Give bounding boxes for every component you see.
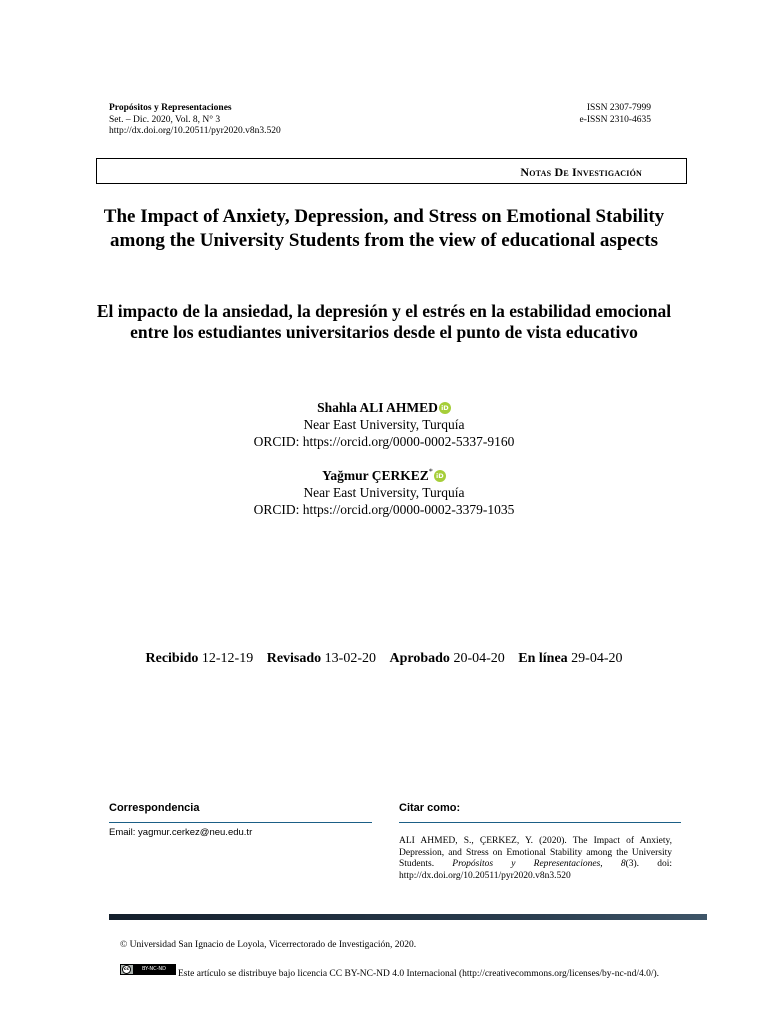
cc-badge-label: BY-NC-ND xyxy=(133,965,175,974)
cc-license-icon[interactable]: cc BY-NC-ND xyxy=(120,964,176,975)
correspondence-heading: Correspondencia xyxy=(109,802,200,814)
author-affiliation: Near East University, Turquía xyxy=(303,417,465,432)
revised-date: 13-02-20 xyxy=(324,651,376,666)
author-block xyxy=(180,399,588,450)
citation-journal: Propósitos y Representaciones, 8 xyxy=(452,859,626,870)
section-box xyxy=(96,158,687,184)
approved-label: Aprobado xyxy=(389,651,450,666)
orcid-icon[interactable]: iD xyxy=(439,402,451,414)
author-name: Yağmur ÇERKEZ xyxy=(322,468,429,483)
copyright-notice: © Universidad San Ignacio de Loyola, Vicerrectorado de Investigación, 2020. xyxy=(120,940,417,950)
received-date: 12-12-19 xyxy=(201,651,254,666)
license-text: Este artículo se distribuye bajo licencia CC BY-NC-ND 4.0 Internacional (http://creativecommons.org/licenses/by-nc-nd/4.0/). xyxy=(178,969,660,979)
section-label: Notas De Investigación xyxy=(520,165,642,179)
author-affiliation: Near East University, Turquía xyxy=(303,485,465,500)
author-orcid[interactable]: ORCID: https://orcid.org/0000-0002-5337-9160 xyxy=(253,434,515,449)
footer-bar xyxy=(109,914,707,920)
online-label: En línea xyxy=(518,651,568,666)
journal-name: Propósitos y Representaciones xyxy=(109,103,232,113)
citation-doi: (3). doi: http://dx.doi.org/10.20511/pyr2020.v8n3.520 xyxy=(399,859,672,881)
author-orcid[interactable]: ORCID: https://orcid.org/0000-0002-3379-1035 xyxy=(253,502,515,517)
title-english: The Impact of Anxiety, Depression, and Stress on Emotional Stability among the University Students from the view of educational aspects xyxy=(103,206,665,251)
title-spanish: El impacto de la ansiedad, la depresión y el estrés en la estabilidad emocional entre los estudiantes universitarios desde el punto de vista educativo xyxy=(96,301,672,342)
divider xyxy=(399,822,681,823)
orcid-icon[interactable]: iD xyxy=(434,470,446,482)
issn: ISSN 2307-7999 xyxy=(586,103,651,113)
revised-label: Revisado xyxy=(266,651,322,666)
divider xyxy=(109,822,372,823)
cite-heading: Citar como: xyxy=(399,802,461,814)
issn-block xyxy=(579,103,651,126)
eissn: e-ISSN 2310-4635 xyxy=(579,114,651,125)
doi-link[interactable]: http://dx.doi.org/10.20511/pyr2020.v8n3.520 xyxy=(109,126,281,136)
received-label: Recibido xyxy=(145,651,199,666)
correspondence-email[interactable]: Email: yagmur.cerkez@neu.edu.tr xyxy=(109,827,253,838)
publication-dates xyxy=(100,651,668,667)
issue-info: Set. – Dic. 2020, Vol. 8, N° 3 xyxy=(109,114,221,125)
online-date: 29-04-20 xyxy=(571,651,623,666)
citation-text xyxy=(399,836,672,882)
author-block xyxy=(180,463,588,518)
corresponding-mark: * xyxy=(428,467,433,476)
journal-header xyxy=(109,103,281,138)
author-name: Shahla ALI AHMED xyxy=(317,400,438,415)
approved-date: 20-04-20 xyxy=(453,651,505,666)
citation-authors: ALI AHMED, S., ÇERKEZ, Y. (2020). The Impact of Anxiety, Depression, and Stress on Emotional Stability among the University Students. xyxy=(399,836,672,870)
